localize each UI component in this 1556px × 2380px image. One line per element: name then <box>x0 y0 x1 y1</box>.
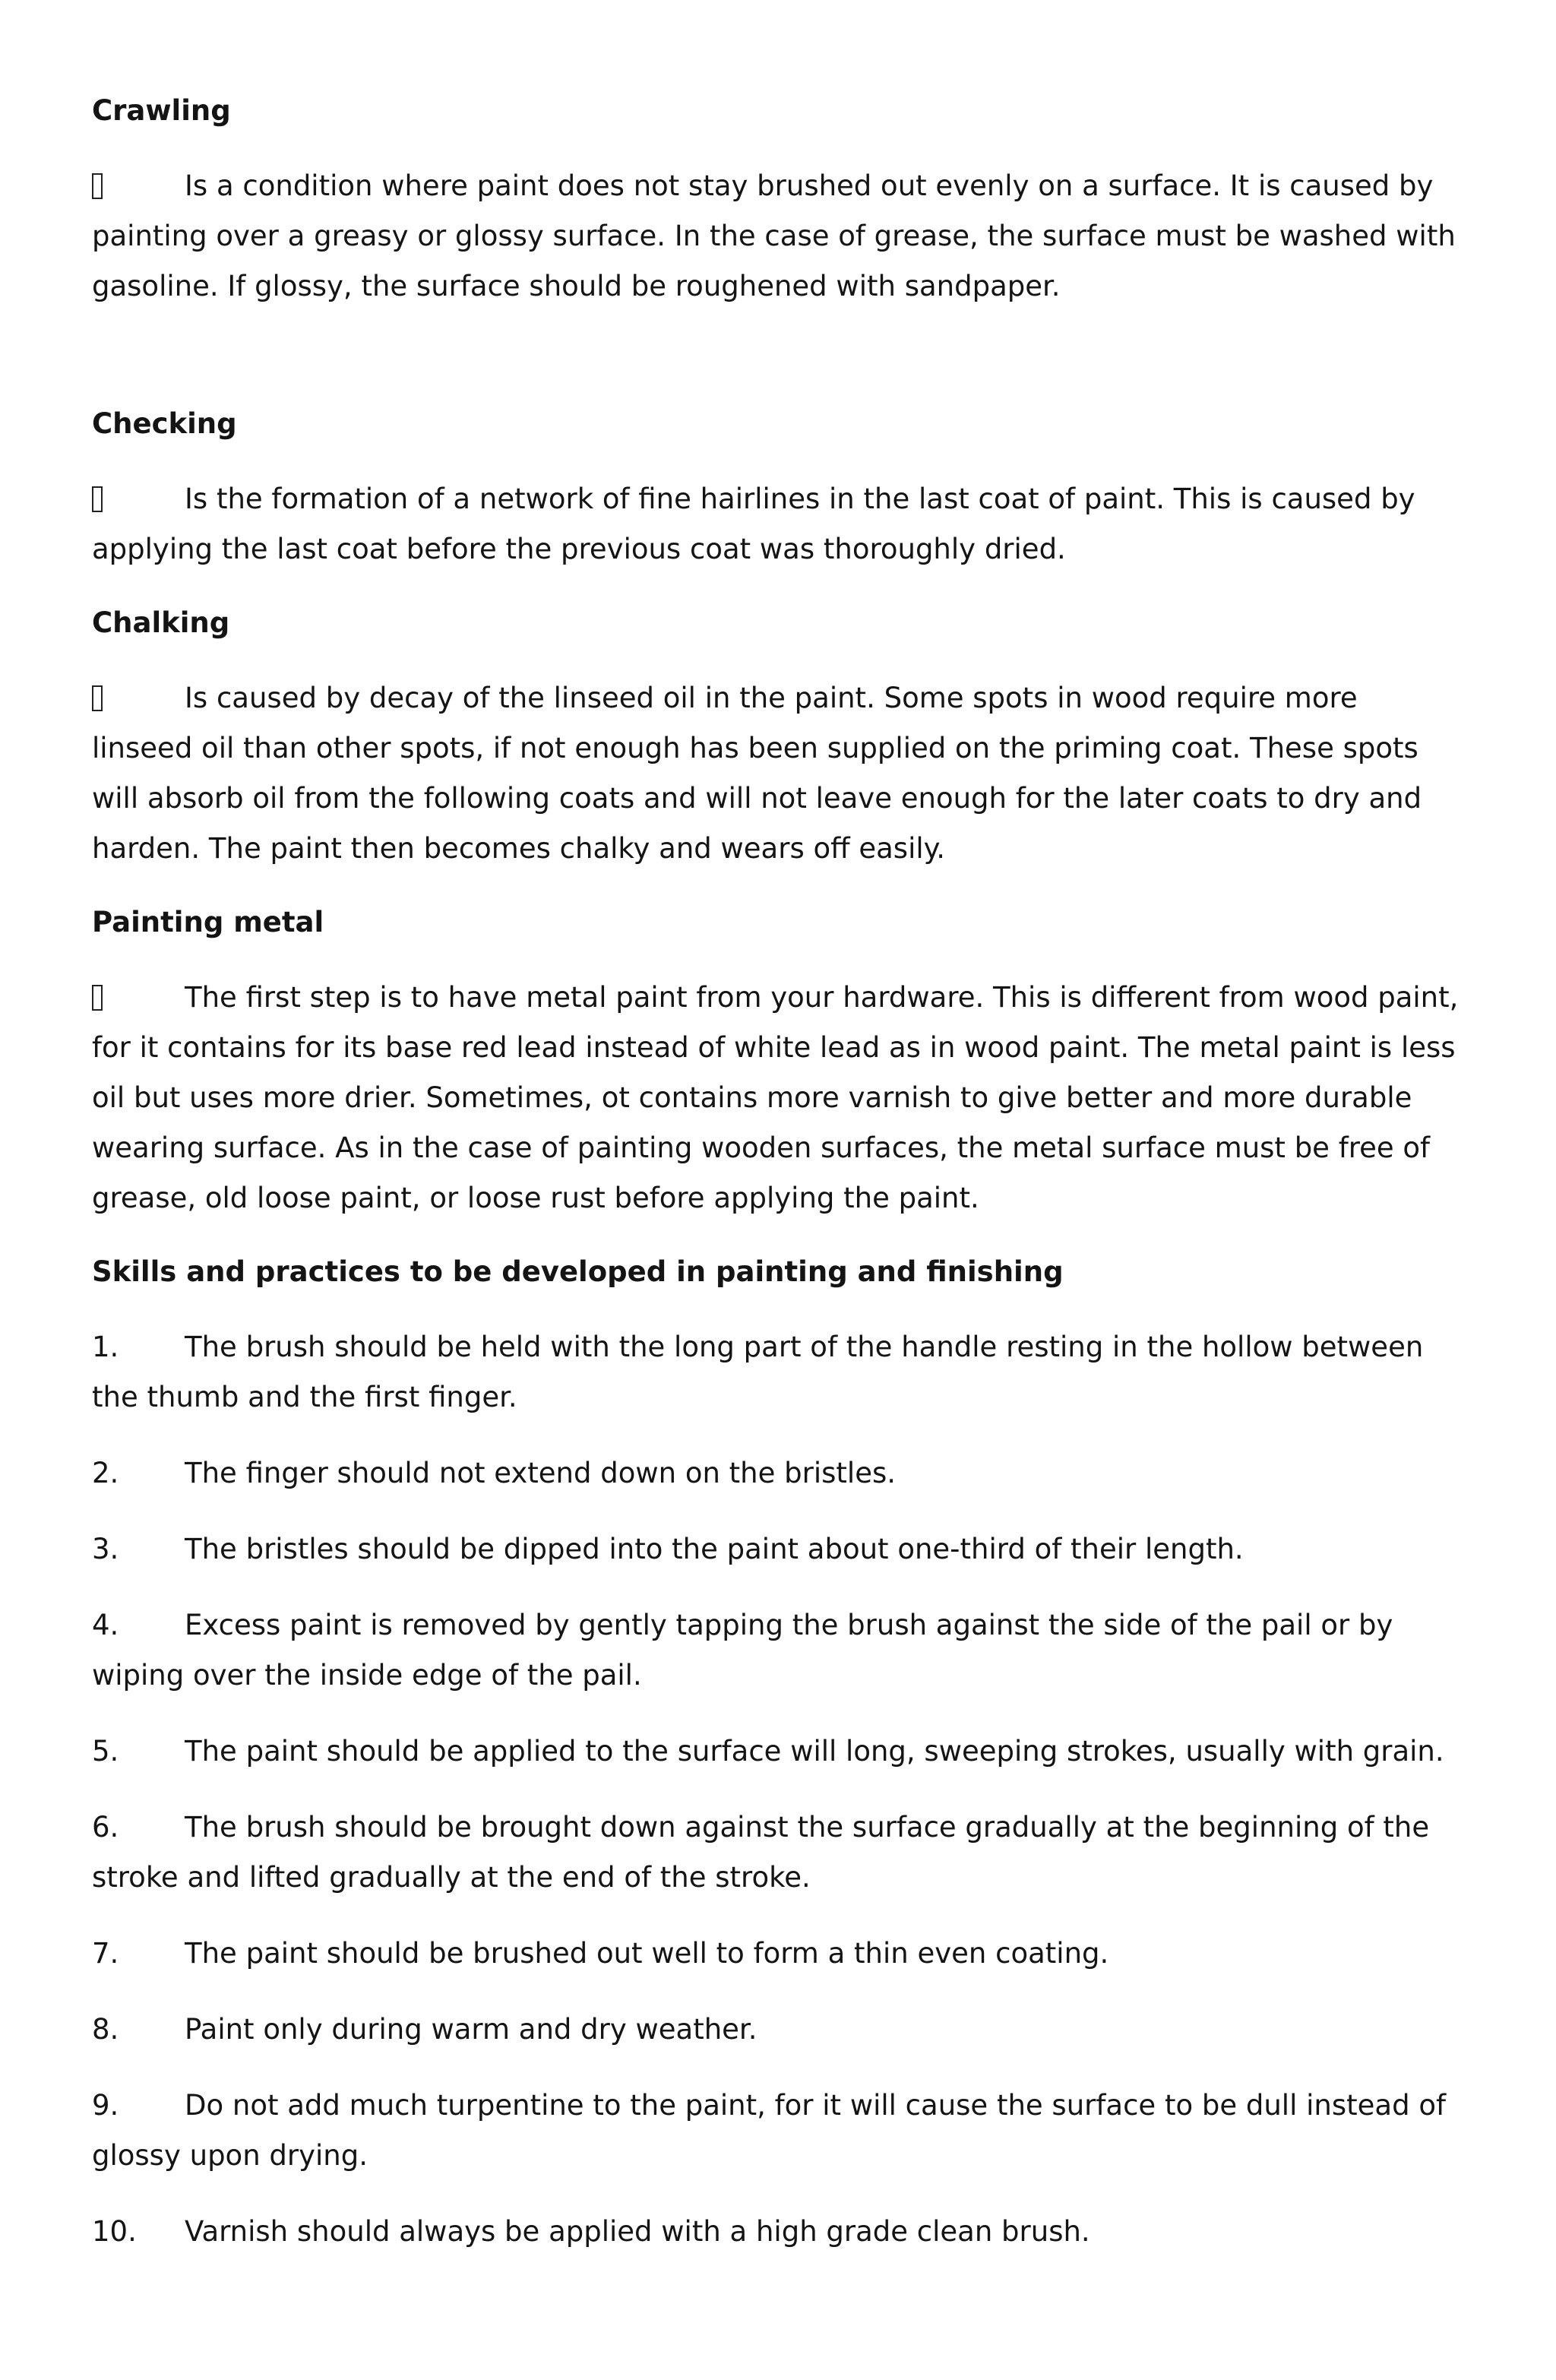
list-item-text: The brush should be brought down against the surface gradually at the beginning of the stroke and lifted gradually at the end of the stroke. <box>92 1811 1430 1894</box>
bullet-box-icon <box>92 474 185 524</box>
section-text: The first step is to have metal paint from your hardware. This is different from wood paint, for it contains for its base red lead instead of white lead as in wood paint. The metal paint is less oil but uses more drier. Sometimes, ot contains more varnish to give better and more durable wearing surface. As in the case of painting wooden surfaces, the metal surface must be free of grease, old loose paint, or loose rust before applying the paint. <box>92 981 1459 1214</box>
list-item-number: 4. <box>92 1609 119 1641</box>
spacer <box>92 134 1460 161</box>
section-text: Is a condition where paint does not stay brushed out evenly on a surface. It is caused by painting over a greasy or glossy surface. In the case of grease, the surface must be washed with gasoline. If glossy, the surface should be roughened with sandpaper. <box>92 169 1456 302</box>
section-heading-painting-metal: Painting metal <box>92 906 324 938</box>
list-item <box>92 2005 1460 2055</box>
section-text-chalking <box>92 673 1460 874</box>
list-item-number: 10. <box>92 2215 137 2248</box>
list-item <box>92 1600 1460 1701</box>
list-item-number: 7. <box>92 1937 119 1970</box>
section-text: Is caused by decay of the linseed oil in the paint. Some spots in wood require more linseed oil than other spots, if not enough has been supplied on the priming coat. These spots will absorb oil from the following coats and will not leave enough for the later coats to dry and harden. The paint then becomes chalky and wears off easily. <box>92 682 1422 865</box>
list-item-number: 2. <box>92 1457 119 1489</box>
list-item-text: The brush should be held with the long part of the handle resting in the hollow between the thumb and the first finger. <box>92 1331 1424 1413</box>
list-item <box>92 1322 1460 1423</box>
section-heading-crawling: Crawling <box>92 94 231 127</box>
spacer <box>92 312 1460 401</box>
list-item <box>92 1802 1460 1903</box>
section-text: Is the formation of a network of fine hairlines in the last coat of paint. This is caused by applying the last coat before the previous coat was thoroughly dried. <box>92 483 1415 565</box>
spacer <box>92 1223 1460 1249</box>
list-item-number: 9. <box>92 2089 119 2122</box>
spacer <box>92 646 1460 673</box>
list-item-text: Paint only during warm and dry weather. <box>185 2013 757 2046</box>
spacer <box>92 1777 1460 1802</box>
list-item-number: 8. <box>92 2013 119 2046</box>
list-item-number: 1. <box>92 1331 119 1363</box>
list-item <box>92 1726 1460 1777</box>
spacer <box>92 2055 1460 2081</box>
list-item <box>92 1929 1460 1979</box>
list-item-text: The bristles should be dipped into the paint about one-third of their length. <box>185 1533 1244 1565</box>
spacer <box>92 1903 1460 1929</box>
list-item-text: The paint should be brushed out well to form a thin even coating. <box>185 1937 1109 1970</box>
spacer <box>92 1575 1460 1600</box>
list-item-text: The paint should be applied to the surface will long, sweeping strokes, usually with grain. <box>185 1735 1444 1768</box>
list-item-number: 3. <box>92 1533 119 1565</box>
spacer <box>92 447 1460 474</box>
bullet-box-icon <box>92 973 185 1023</box>
spacer <box>92 945 1460 973</box>
spacer <box>92 574 1460 600</box>
list-item-number: 6. <box>92 1811 119 1844</box>
section-text-crawling <box>92 161 1460 312</box>
list-item <box>92 2081 1460 2181</box>
list-item-text: Excess paint is removed by gently tapping the brush against the side of the pail or by wiping over the inside edge of the pail. <box>92 1609 1393 1692</box>
spacer <box>92 1979 1460 2005</box>
list-item-text: The finger should not extend down on the bristles. <box>185 1457 897 1489</box>
section-text-checking <box>92 474 1460 574</box>
skills-heading: Skills and practices to be developed in painting and finishing <box>92 1255 1064 1288</box>
section-text-painting-metal <box>92 973 1460 1223</box>
spacer <box>92 1423 1460 1448</box>
bullet-box-icon <box>92 161 185 211</box>
list-item-number: 5. <box>92 1735 119 1768</box>
list-item <box>92 1448 1460 1499</box>
list-item <box>92 1524 1460 1575</box>
spacer <box>92 1701 1460 1726</box>
spacer <box>92 874 1460 900</box>
spacer <box>92 2181 1460 2207</box>
spacer <box>92 1295 1460 1322</box>
bullet-box-icon <box>92 673 185 723</box>
spacer <box>92 1499 1460 1524</box>
list-item-text: Do not add much turpentine to the paint, for it will cause the surface to be dull instead of glossy upon drying. <box>92 2089 1446 2172</box>
section-heading-checking: Checking <box>92 407 237 440</box>
list-item <box>92 2207 1460 2257</box>
section-heading-chalking: Chalking <box>92 606 230 639</box>
list-item-text: Varnish should always be applied with a high grade clean brush. <box>185 2215 1090 2248</box>
